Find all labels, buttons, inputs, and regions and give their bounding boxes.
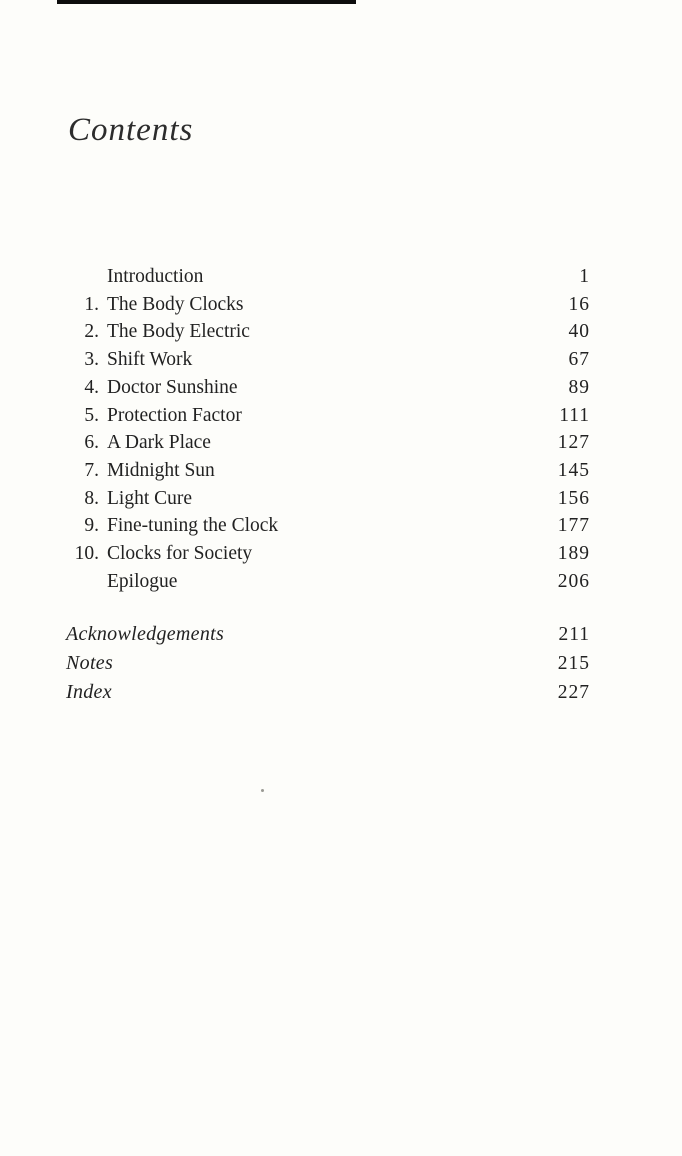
entry-title: Clocks for Society [107,543,253,565]
entry-page-number: 177 [557,515,590,537]
entry-title: Midnight Sun [107,459,215,481]
scan-artifact-line [57,0,356,4]
entry-page-number: 227 [557,682,590,703]
entry-page-number: 40 [568,321,590,343]
scan-artifact-speck [261,789,264,792]
back-matter-list [66,620,590,707]
entry-page-number: 89 [568,376,590,398]
entry-page-number: 189 [557,543,590,565]
entry-page-number: 206 [557,570,590,592]
entry-page-number: 145 [557,459,590,481]
entry-number: 2. [84,321,99,343]
entry-title: Doctor Sunshine [107,376,238,398]
entry-number: 4. [84,376,99,398]
entry-title: Fine-tuning the Clock [107,515,279,537]
entry-title: Acknowledgements [66,623,225,645]
page-title: Contents [68,112,194,148]
entry-title: Index [66,681,112,703]
entry-number: 10. [74,543,99,565]
toc-row [66,402,590,430]
back-matter-row [66,678,590,707]
toc-row [66,512,590,540]
entry-title: Introduction [107,266,204,287]
entry-title: The Body Clocks [107,293,244,315]
toc-row [66,346,590,374]
entry-page-number: 127 [557,432,590,454]
entry-page-number: 67 [568,349,590,371]
entry-number: 6. [84,432,99,454]
entry-page-number: 111 [559,404,590,426]
toc-row [66,291,590,319]
entry-title: Shift Work [107,349,193,371]
entry-title: A Dark Place [107,432,211,454]
entry-page-number: 215 [557,653,590,674]
entry-page-number: 211 [558,624,590,645]
entry-number: 5. [84,404,99,426]
toc-row [66,429,590,457]
entry-number: 1. [84,293,99,315]
toc-row [66,485,590,513]
entry-number: 9. [84,515,99,537]
entry-page-number: 16 [568,293,590,315]
entry-title: Epilogue [107,570,178,592]
entry-number: 3. [84,349,99,371]
entry-number: 7. [84,459,99,481]
entry-title: Light Cure [107,487,193,509]
entry-page-number: 156 [557,487,590,509]
table-of-contents [66,263,590,595]
entry-title: Protection Factor [107,404,242,426]
entry-page-number: 1 [579,266,590,287]
toc-row [66,540,590,568]
toc-row [66,568,590,596]
entry-title: The Body Electric [107,321,250,343]
toc-row [66,374,590,402]
back-matter-row [66,620,590,649]
toc-row [66,318,590,346]
toc-row [66,457,590,485]
toc-row [66,263,590,291]
back-matter-row [66,649,590,678]
entry-number: 8. [84,487,99,509]
entry-title: Notes [66,652,114,674]
